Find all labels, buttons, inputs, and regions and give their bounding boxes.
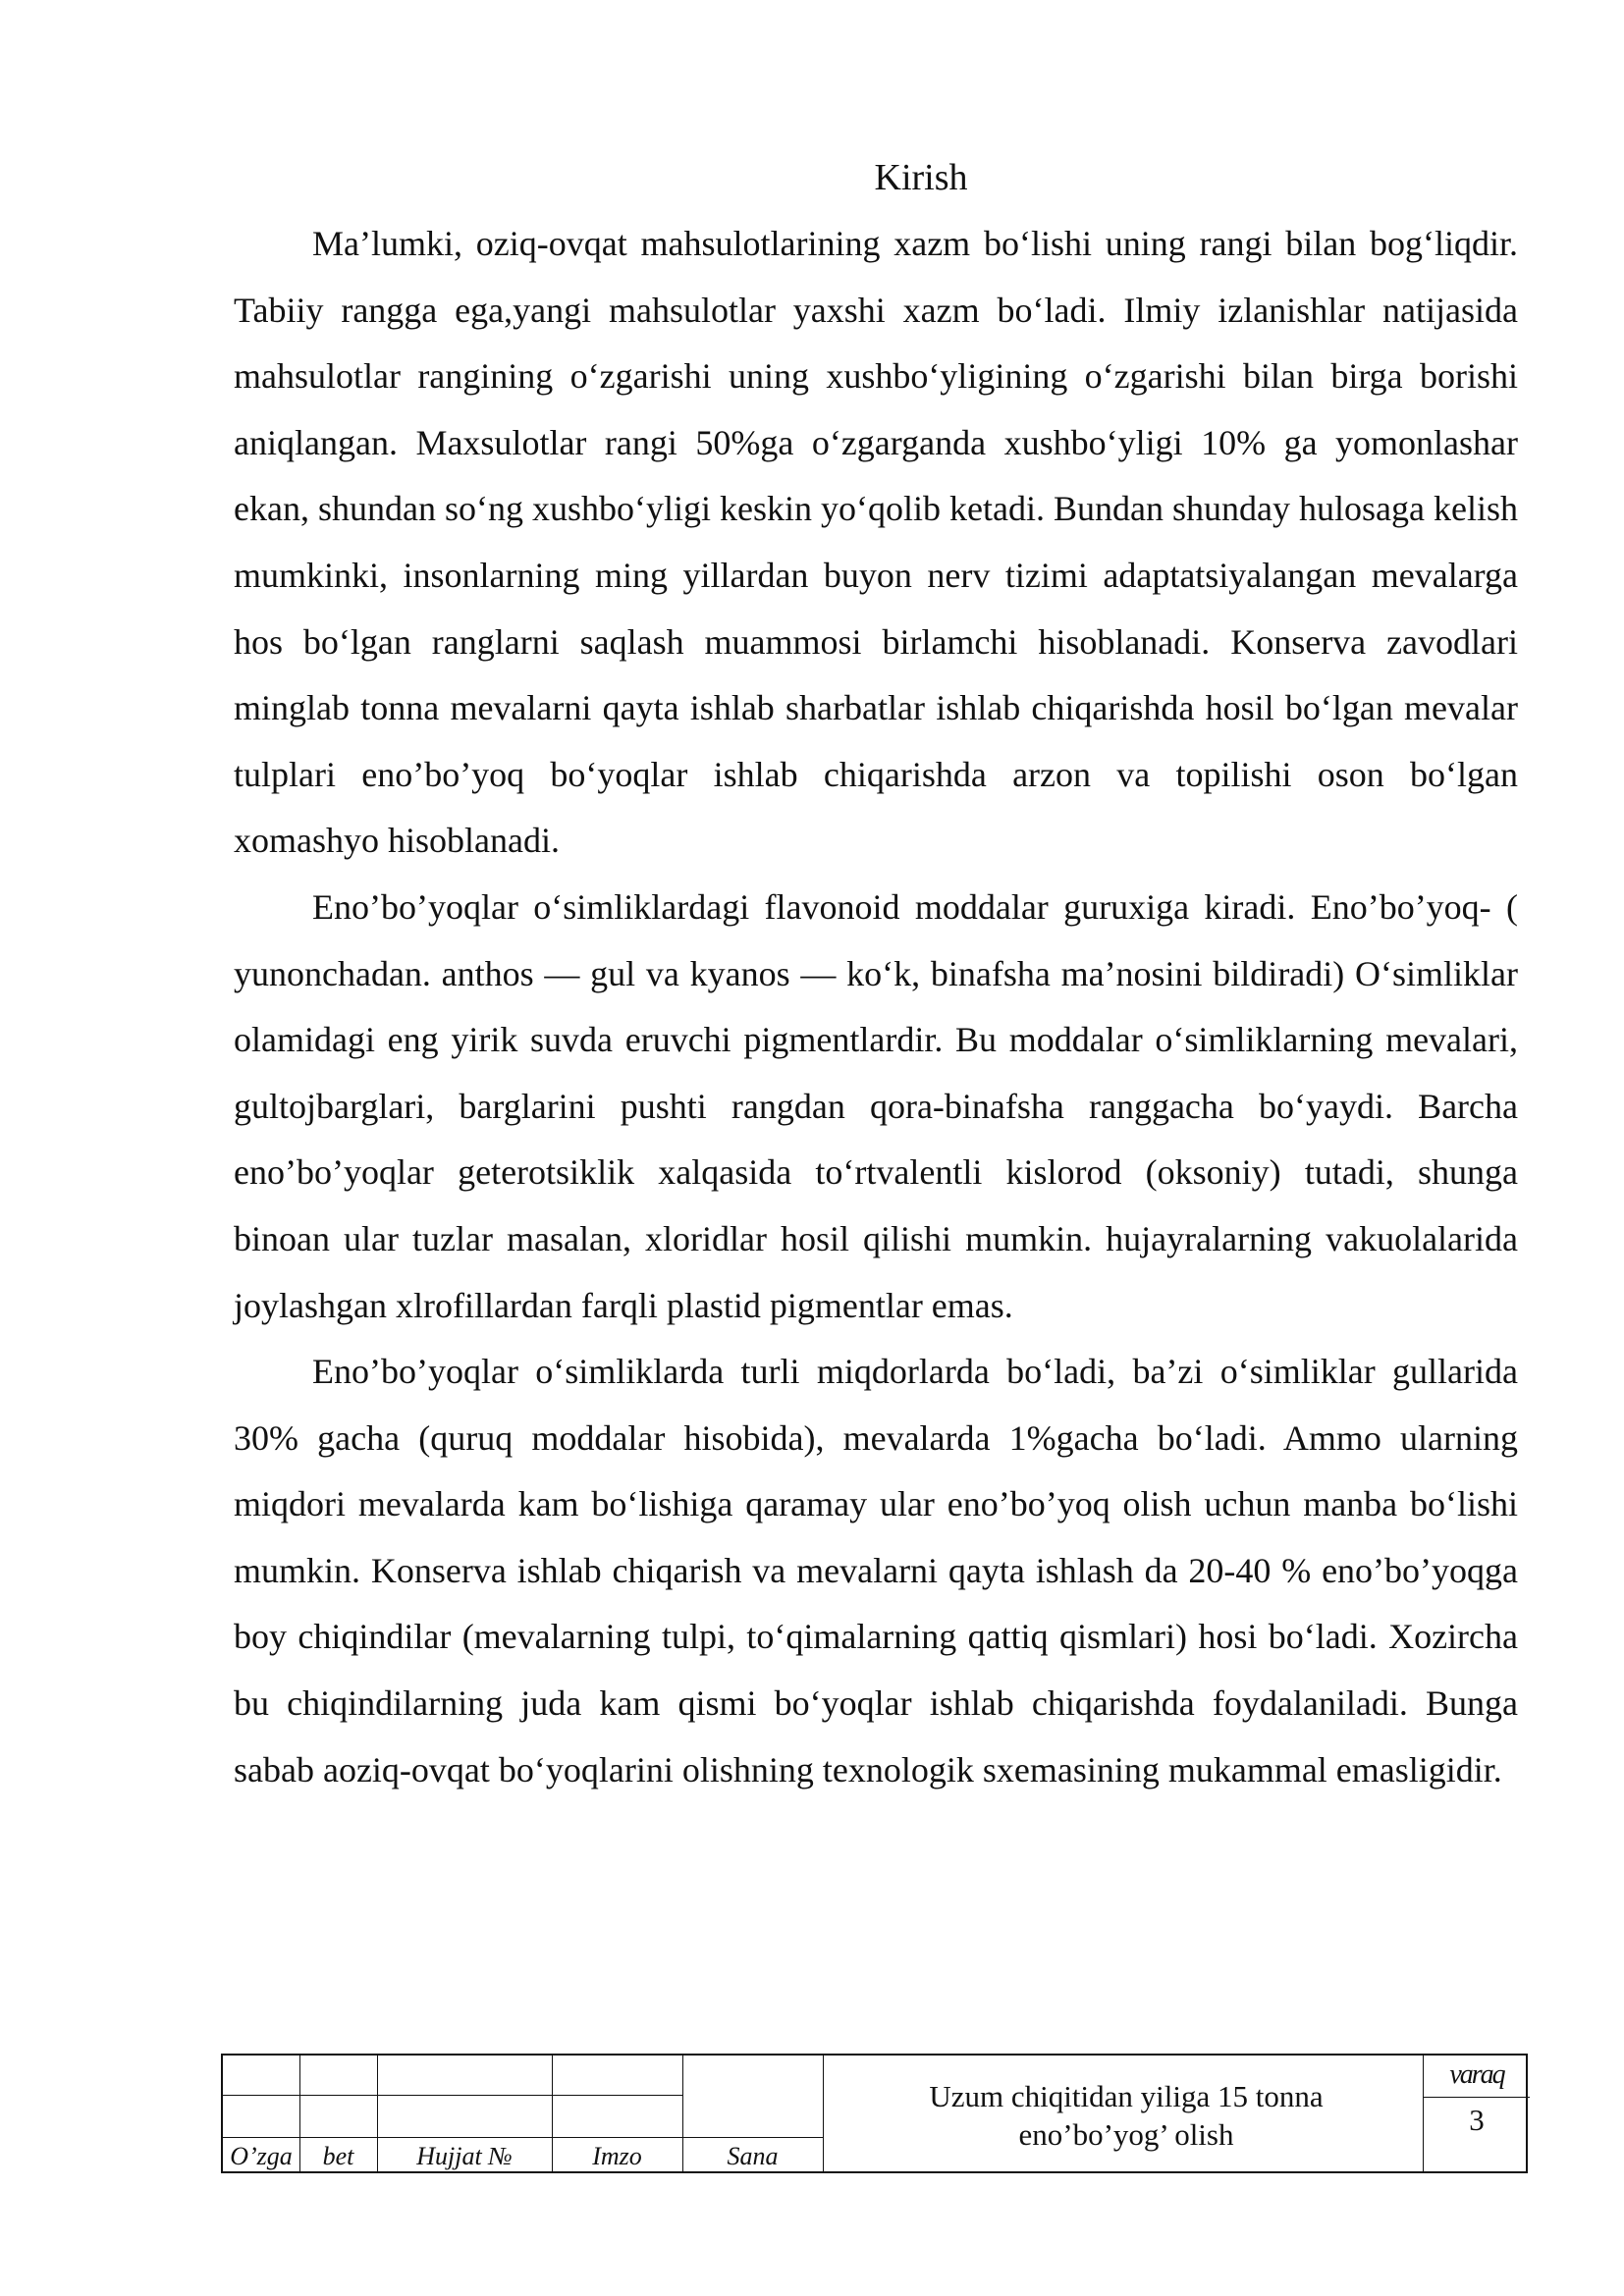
stamp-divider	[1423, 2056, 1424, 2171]
stamp-label-hujjat: Hujjat №	[416, 2142, 513, 2170]
page-number: 3	[1469, 2103, 1485, 2137]
stamp-title-line-2: eno’bo’yog’ olish	[1018, 2117, 1234, 2152]
paragraph-1: Ma’lumki, oziq-ovqat mahsulotlarining xazm bo‘lishi uning rangi bilan bog‘liqdir. Tabiiy rangga ega,yangi mahsulotlar yaxshi xazm bo‘ladi. Ilmiy izlanishlar natijasida mahsulotlar rangining o‘zgarishi uning xushbo‘yligining o‘zgarishi bilan birga borishi aniqlangan. Maxsulotlar rangi 50%ga o‘zgarganda xushbo‘yligi 10% ga yomonlashar ekan, shundan so‘ng xushbo‘yligi keskin yo‘qolib ketadi. Bundan shunday hulosaga kelish mumkinki, insonlarning ming yillardan buyon nerv tizimi adaptatsiyalangan mevalarga hos bo‘lgan ranglarni saqlash muammosi birlamchi hisoblanadi. Konserva zavodlari minglab tonna mevalarni qayta ishlab sharbatlar ishlab chiqarishda hosil bo‘lgan mevalar tulplari eno’bo’yoq bo‘yoqlar ishlab chiqarishda arzon va topilishi oson bo‘lgan xomashyo hisoblanadi.	[234, 224, 1518, 861]
stamp-divider	[823, 2056, 824, 2171]
paragraph-3: Eno’bo’yoqlar o‘simliklarda turli miqdorlarda bo‘ladi, ba’zi o‘simliklar gullarida 30% gacha (quruq moddalar hisobida), mevalarda 1%gacha bo‘ladi. Ammo ularning miqdori mevalarda kam bo‘lishiga qaramay ular eno’bo’yoq olish uchun manba bo‘lishi mumkin. Konserva ishlab chiqarish va mevalarni qayta ishlash da 20-40 % eno’bo’yoqga boy chiqindilar (mevalarning tulpi, to‘qimalarning qattiq qismlari) hosi bo‘ladi. Xozircha bu chiqindilarning juda kam qismi bo‘yoqlar ishlab chiqarishda foydalaniladi. Bunga sabab aoziq-ovqat bo‘yoqlarini olishning texnologik sxemasining mukammal emasligidir.	[234, 1352, 1518, 1789]
stamp-divider	[1423, 2097, 1530, 2098]
paragraph-2: Eno’bo’yoqlar o‘simliklardagi flavonoid moddalar guruxiga kiradi. Eno’bo’yoq- ( yunonchadan. anthos — gul va kyanos — ko‘k, binafsha ma’nosini bildiradi) O‘simliklar olamidagi eng yirik suvda eruvchi pigmentlardir. Bu moddalar o‘simliklarning mevalari, gultojbarglari, barglarini pushti rangdan qora-binafsha ranggacha bo‘yaydi. Barcha eno’bo’yoqlar geterotsiklik xalqasida to‘rtvalentli kislorod (oksoniy) tutadi, shunga binoan ular tuzlar masalan, xloridlar hosil qilishi mumkin. hujayralarning vakuolalarida joylashgan xlrofillardan farqli plastid pigmentlar emas.	[234, 886, 1518, 1325]
stamp-label-ozga: O’zga	[230, 2142, 293, 2170]
stamp-label-sana: Sana	[727, 2142, 779, 2170]
title-block-stamp	[221, 2054, 1528, 2173]
stamp-document-title	[832, 2077, 1421, 2154]
stamp-divider	[223, 2095, 682, 2096]
body-text	[234, 211, 1518, 1803]
stamp-divider	[223, 2137, 823, 2138]
stamp-label-bet: bet	[322, 2142, 354, 2170]
stamp-title-line-1: Uzum chiqitidan yiliga 15 tonna	[929, 2079, 1324, 2113]
page-title: Kirish	[874, 157, 968, 198]
stamp-varaq-label: varaq	[1449, 2059, 1504, 2090]
stamp-label-imzo: Imzo	[592, 2142, 642, 2170]
